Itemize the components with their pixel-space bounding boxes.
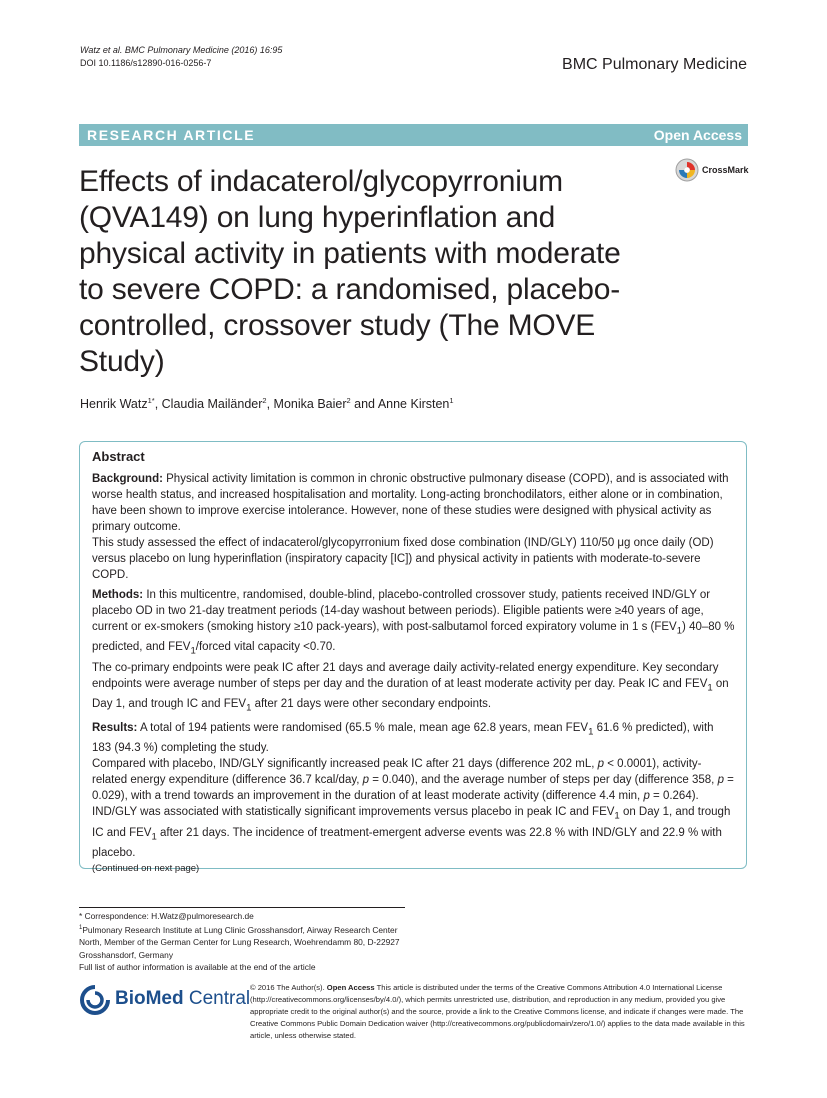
p-value-symbol: p [362, 774, 370, 787]
methods-paragraph-2 [92, 660, 735, 717]
methods-text: The co-primary endpoints were peak IC after 21 days and average daily activity-related energy expenditure. Key secondary endpoints were average number of steps per day and the duration of at least moderate activity per day. Peak IC and FEV [92, 661, 719, 690]
subscript: 1 [707, 681, 713, 693]
abstract-background [92, 471, 735, 583]
subscript: 1 [246, 702, 252, 714]
article-type-banner [79, 124, 748, 146]
logo-part-central: Central [183, 988, 251, 1009]
author-affil: 1* [147, 396, 155, 405]
author-name: Anne Kirsten [377, 397, 450, 412]
article-type-label: RESEARCH ARTICLE [87, 127, 256, 143]
results-text: < 0.0001), activity-related energy expenditure (difference 36.7 kcal/day, [92, 758, 702, 787]
author-affil: 2 [346, 396, 351, 405]
citation-line: Watz et al. BMC Pulmonary Medicine (2016) 16:95 [80, 45, 283, 55]
license-copyright: © 2016 The Author(s). [250, 983, 327, 992]
methods-text: ) 40–80 % predicted, and FEV [92, 621, 735, 654]
background-paragraph [92, 471, 735, 535]
p-value-symbol: p [717, 774, 724, 787]
abstract-heading: Abstract [92, 449, 145, 464]
methods-label: Methods: [92, 589, 144, 601]
affiliation-line [79, 922, 419, 961]
results-text: = 0.264). IND/GLY was associated with statistically significant improvements versus placebo in peak IC and FEV [92, 790, 699, 819]
citation-header [80, 44, 282, 70]
results-text: = 0.040), and the average number of steps per day (difference 358, [369, 774, 718, 787]
results-text: A total of 194 patients were randomised (65.5 % male, mean age 62.8 years, mean FEV [139, 722, 589, 735]
license-open-access: Open Access [326, 983, 375, 992]
author-info-note: Full list of author information is available at the end of the article [79, 961, 316, 972]
results-text: Compared with placebo, IND/GLY significantly increased peak IC after 21 days (difference 202 mL, [92, 758, 598, 771]
footnotes [79, 910, 419, 973]
abstract-box [79, 441, 747, 875]
methods-text: after 21 days were other secondary endpoints. [251, 697, 492, 710]
results-label: Results: [92, 722, 138, 735]
open-access-label[interactable]: Open Access [653, 127, 742, 143]
author-conjunction: and [354, 397, 376, 412]
footnote-divider [79, 907, 405, 908]
abstract-methods [92, 587, 735, 716]
background-text: Physical activity limitation is common in chronic obstructive pulmonary disease (COPD), and is associated with worse health status, and increased hospitalisation and mortality. Long-acting bronchodilators, either alone or in combination, have been shown to improve exercise intolerance. However, none of these studies were designed with physical activity as primary outcome. [92, 473, 729, 533]
doi-line[interactable]: DOI 10.1186/s12890-016-0256-7 [80, 58, 212, 68]
results-text: = 0.029), with a trend towards an improvement in the duration of at least moderate activity (difference 4.4 min, [92, 774, 734, 803]
author-name: Monika Baier [273, 397, 347, 412]
author-affil: 2 [262, 396, 267, 405]
author-name: Henrik Watz [80, 397, 148, 412]
background-label: Background: [92, 473, 163, 485]
license-statement [250, 982, 748, 1042]
p-value-symbol: p [643, 790, 650, 803]
biomed-central-wordmark [115, 988, 250, 1010]
subscript: 1 [151, 831, 157, 843]
crossmark-icon [675, 158, 699, 182]
biomed-central-icon [80, 985, 110, 1015]
subscript: 1 [588, 726, 594, 738]
subscript: 1 [190, 645, 196, 657]
author-list: Henrik Watz$^{1*}$, Claudia Mailänder$^2$, Monika Baier$^2$ and Anne Kirsten$^1$ [80, 396, 454, 412]
crossmark-label: CrossMark [702, 165, 749, 175]
subscript: 1 [676, 625, 683, 637]
results-paragraph [92, 720, 735, 756]
methods-paragraph [92, 587, 735, 660]
author-name: Claudia Mailänder [161, 397, 263, 412]
methods-text: /forced vital capacity <0.70. [195, 641, 336, 654]
results-text: after 21 days. The incidence of treatment-emergent adverse events was 22.8 % with IND/GLY and 22.9 % with placebo. [92, 826, 722, 860]
biomed-central-logo[interactable] [80, 984, 251, 1018]
affiliation-number: 1 [79, 925, 83, 932]
p-value-symbol: p [597, 758, 605, 771]
affiliation-text: Pulmonary Research Institute at Lung Clinic Grosshansdorf, Airway Research Center North, Member of the German Center for Lung Research, Woehrendamm 80, D-22927 Grosshansdorf, Germany [79, 925, 400, 960]
results-text: on Day 1, and trough IC and FEV [92, 806, 731, 839]
logo-part-biomed: BioMed [115, 988, 184, 1009]
continued-note: (Continued on next page) [92, 863, 200, 875]
methods-text: In this multicentre, randomised, double-blind, placebo-controlled crossover study, patients received IND/GLY or placebo OD in two 21-day treatment periods (14-day washout between periods). Eligible patients were ≥40 years of age, current or ex-smokers (smoking history ≥10 pack-years), with post-salbutamol forced expiratory volume in 1 s (FEV [92, 589, 711, 633]
results-text: 61.6 % predicted), with 183 (94.3 %) completing the study. [92, 722, 714, 755]
abstract-results [92, 720, 735, 874]
results-paragraph-2 [92, 756, 735, 861]
background-paragraph-2: This study assessed the effect of indacaterol/glycopyrronium fixed dose combination (IND/GLY) 110/50 μg once daily (OD) versus placebo on lung hyperinflation (inspiratory capacity [IC]) and physical activity in patients with moderate-to-severe COPD. [92, 537, 714, 581]
crossmark-badge[interactable] [675, 158, 755, 186]
correspondence-line[interactable]: * Correspondence: H.Watz@pulmoresearch.de [79, 911, 254, 921]
subscript: 1 [614, 810, 620, 822]
paper-title: Effects of indacaterol/glycopyrronium (QVA149) on lung hyperinflation and physical activity in patients with moderate to severe COPD: a randomised, placebo-controlled, crossover study (The MOVE Study) [79, 165, 621, 378]
journal-name: BMC Pulmonary Medicine [562, 56, 747, 73]
author-affil: 1 [449, 396, 454, 405]
license-text: This article is distributed under the terms of the Creative Commons Attribution 4.0 International License (http://creativecommons.org/licenses/by/4.0/), which permits unrestricted use, distribution, and reproduction in any medium, provided you give appropriate credit to the original author(s) and the source, provide a link to the Creative Commons license, and indicate if changes were made. The Creative Commons Public Domain Dedication waiver (http://creativecommons.org/publicdomain/zero/1.0/) applies to the data made available in this article, unless otherwise stated. [250, 983, 745, 1040]
methods-text: on Day 1, and trough IC and FEV [92, 677, 729, 710]
